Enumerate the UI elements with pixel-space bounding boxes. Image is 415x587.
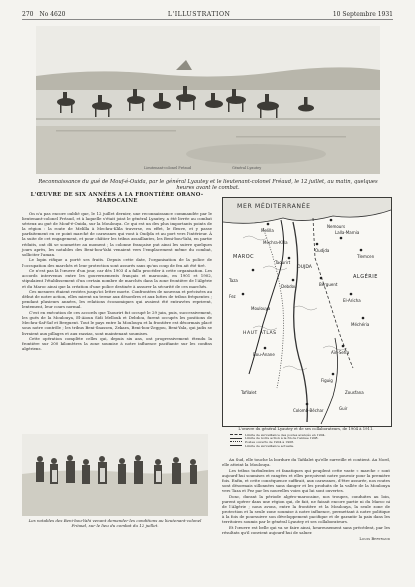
map-label: HAUT ATLAS bbox=[243, 331, 277, 336]
issue-number: No 4620 bbox=[39, 10, 66, 18]
map-label: Mechra-Klila bbox=[263, 240, 288, 245]
page-number: 270 bbox=[22, 10, 34, 18]
article-paragraph: Cette opération complète celles qui, depuis six ans, ont progressivement étendu la frontière sur 200 kilomètres la zone soumise à notre influence pacifiante sur les confins algériens. bbox=[22, 336, 212, 352]
map-drawing bbox=[223, 198, 391, 426]
top-photo-caption: Reconnaissance du gué de Mouf-é-Ouida, par le général Lyautey et le lieutenant-colonel Fréaud, le 12 juillet, au matin, quelques heures avant le combat. bbox=[38, 179, 378, 191]
bottom-photograph bbox=[22, 434, 208, 516]
map-label: Méchéria bbox=[351, 322, 370, 327]
issue-date: 10 Septembre 1931 bbox=[332, 10, 393, 18]
map-legend bbox=[230, 433, 380, 447]
article-paragraph: Donc, durant la période algéro-marocaine, nos troupes, conduites au loin, purent opérer dans une région qui, de fait, ne faisait encore partie ni du Maroc ni de l'Algérie ; nous avons, entre la frontière et la Moulouya, la seule zone de protection et la seule zone soumise à notre influence, permettant à notre politique à la fois de poursuivre son développement pacifique et de garantir la paix dans les territoires soumis par le général Lyautey et ses collaborateurs. bbox=[222, 493, 390, 525]
article-paragraph: Le lopin rifique a porté ses fruits. Depuis cette date, l'organisation de la police de l'occupation des marchés et leur protection sont assurés sans qu'un coup de feu ait été tiré. bbox=[22, 257, 212, 268]
map-label: Oudjda bbox=[315, 248, 330, 253]
map-label: Guir bbox=[339, 406, 348, 411]
map-label: El-Aricha bbox=[343, 298, 361, 303]
map-label: Fez bbox=[229, 294, 236, 299]
top-photo-right-label: Général Lyautey bbox=[232, 166, 262, 170]
map-sea-label: MER MÉDITERRANÉE bbox=[237, 203, 311, 210]
legend-item bbox=[230, 444, 380, 448]
river-crossing-image bbox=[36, 26, 380, 174]
map-label: Taourirt bbox=[275, 260, 291, 265]
top-photo-left-label: Lieutenant-colonel Fréaud bbox=[144, 166, 192, 170]
legend-swatch bbox=[230, 434, 242, 435]
legend-label: Limite de surveillance actuelle. bbox=[245, 443, 295, 448]
map-label: Taza bbox=[229, 278, 238, 283]
article-paragraph: Et l'œuvre est belle qui va se faire ainsi, heureusement sans précédent, par les résultats qu'il convient aujourd'hui de saluer. bbox=[222, 525, 390, 536]
map-label: Berguent bbox=[319, 282, 338, 287]
top-photograph bbox=[36, 26, 380, 174]
region-map bbox=[222, 197, 392, 427]
legend-swatch bbox=[230, 441, 242, 442]
article-paragraph: Les tribus turbulentes et fanatiques qui peuplent cette vaste « marche » sont aujourd'hui soumises et rangées et elles perçoivent notre pouvoir pour la première fois. Enfin, et cette conséquence suffirait, aux caravanes, d'être assurée, nos routes sont désormais sillonnées sans danger et les produits de la vallée de la Moulouya vers Taza et Fez par les nouvelles voies qui lui sont ouvertes. bbox=[222, 467, 390, 494]
map-label: Bou-Anane bbox=[253, 352, 275, 357]
legend-label: Postes ouverts de 1904 à 1908. bbox=[245, 439, 295, 444]
article-paragraph: C'est en exécution de ces accords que Taourirt fut occupé le 29 juin, puis, successivement, les gués de la Moulouya, El-Aioun Sidi Mellouk et Debdou, furent occupés les positions de Mechra-Saf-Saf et Berguent. Tout le pays entre la Moulouya et la frontière est désormais placé sous notre contrôle ; les tribus Beni-Snassen, Zekara, Beni-bou-Zeggou, Beni-Yala, qui jadis se livraient aux pillages et aux razzias, sont maintenant soumises. bbox=[22, 310, 212, 336]
legend-swatch bbox=[230, 438, 242, 439]
article-title: L'ŒUVRE DE SIX ANNÉES A LA FRONTIÈRE ORANO-MAROCAINE bbox=[30, 192, 204, 204]
map-caption: L'œuvre du général Lyautey et de ses collaborateurs, de 1904 à 1911. bbox=[238, 426, 374, 431]
map-label: Tlemcen bbox=[357, 254, 375, 259]
legend-swatch bbox=[230, 445, 242, 446]
map-label: Nemours bbox=[327, 224, 346, 229]
legend-label: Limite de notre action à la fin de l'année 1908. bbox=[245, 436, 319, 441]
map-label: Moulouya bbox=[251, 306, 271, 311]
notables-image bbox=[22, 434, 208, 516]
map-label: MAROC bbox=[233, 254, 255, 260]
header-rule bbox=[22, 19, 393, 20]
article-paragraph: Au Sud, elle touche la bordure du Tafilalet qu'elle surveille et contient. Au Nord, elle atteint la Moulouya. bbox=[222, 457, 391, 468]
map-label: Melilla bbox=[261, 228, 274, 233]
map-label: Tafilalet bbox=[241, 390, 257, 395]
article-left-column bbox=[22, 192, 212, 352]
map-label: Aïn-Sefra bbox=[331, 350, 350, 355]
legend-label: Limite de surveillance des postes avancés en 1904. bbox=[245, 432, 326, 437]
map-label: ALGÉRIE bbox=[353, 274, 378, 280]
article-paragraph: Ce n'est pas là l'œuvre d'un jour, car dès 1903 il a fallu procéder à cette organisation. Les accords intervenus entre les gouvernements français et marocain, en 1901 et 1902, stipulaient l'établissement d'un certain nombre de marchés dans la zone frontière de l'Algérie et du Maroc ainsi que la création d'une police destinée à assurer la sécurité de ces marchés. bbox=[22, 268, 212, 289]
page-header bbox=[22, 9, 393, 19]
map-label: Lalla-Marnia bbox=[335, 230, 360, 235]
map-label: OUJDA bbox=[297, 265, 312, 270]
article-paragraph: On n'a pas encore oublié que, le 12 juillet dernier, une reconnaissance commandée par le lieutenant-colonel Fréaud, et à laquelle s'était joint le général Lyautey, a été livrée au combat sérieux au gué de Mouf-é-Ouida, sur la Moulouya. Ce qui est un des plus importants points de la région : la route de Melilla à Mechra-Klila traverse, en effet, le fleuve, et y passe parfaitement en ce point marché de caravanes qui vont à Oudjda et au port vers l'intérieur. À la suite de cet engagement, et pour châtier les tribus assaillantes, les Beni-bou-Yahi, en partie réduits, ont dû se soumettre au moment ; la colonne française put ainsi les suivre quelques jours après, les notables des Beni-bou-Yahi venaient vers l'emplacement même du combat, solliciter l'aman. bbox=[22, 211, 212, 257]
magazine-title: L'ILLUSTRATION bbox=[167, 10, 231, 18]
map-label: Zousfana bbox=[345, 390, 364, 395]
article-signature: Louis Bertrand bbox=[359, 536, 390, 542]
map-label: Colomb-Béchar bbox=[293, 408, 324, 413]
map-label: Figuig bbox=[321, 378, 333, 383]
map-label: Debdou bbox=[281, 284, 297, 289]
article-right-column bbox=[222, 457, 390, 541]
bottom-photo-caption: Les notables des Beni-bou-Yahi venant demander les conditions au lieutenant-colonel Fréaud, sur le lieu du combat du 12 juillet. bbox=[28, 518, 202, 528]
article-paragraph: Ces mesures étaient restées jusqu'ici lettre morte. Confrontées de nouveau et précisées au début de notre action, elles mirent un terme aux désordres et aux luttes de tribus fréquentes ; pendant plusieurs années, les relations économiques qui avaient été entravées reprirent, lentement, leur cours normal. bbox=[22, 289, 212, 310]
